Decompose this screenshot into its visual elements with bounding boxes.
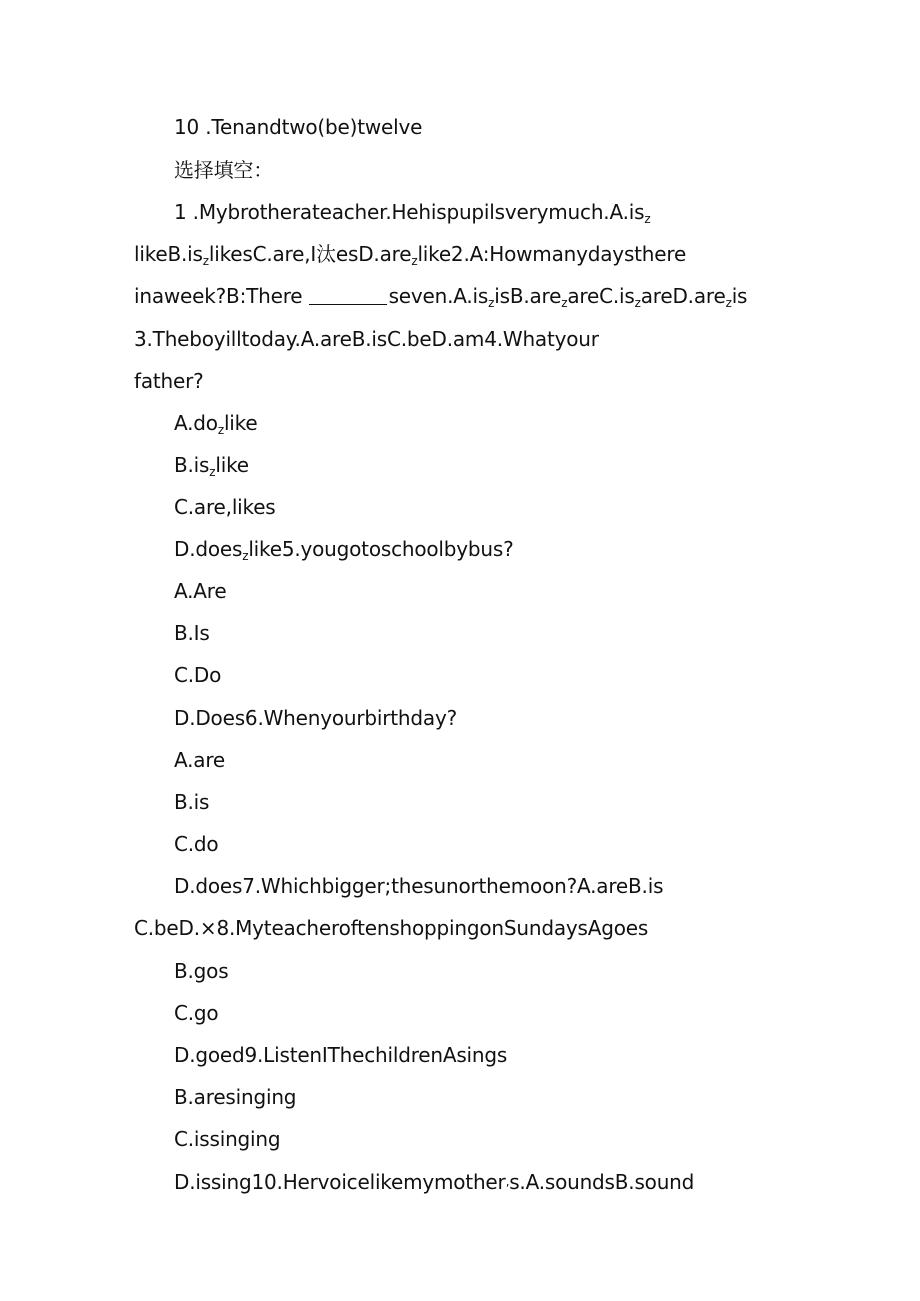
subscript: z — [644, 212, 651, 226]
text: C.do — [174, 832, 219, 856]
option-line — [174, 747, 225, 773]
text: like — [215, 453, 249, 477]
apostrophe-mark: ’ — [505, 1182, 510, 1196]
text: B.is — [174, 790, 210, 814]
text: is — [731, 284, 748, 308]
option-line — [174, 1169, 694, 1202]
text: 3.Theboyilltoday.A.areB.isC.beD.am4.Whatyour — [134, 327, 599, 351]
text: D.issing10.Hervoicelikemymother — [174, 1170, 506, 1194]
answer-blank — [309, 286, 387, 305]
subscript: z — [217, 423, 224, 437]
text: like5.yougotoschoolbybus? — [248, 537, 514, 561]
option-line — [174, 410, 257, 443]
text: like — [223, 411, 258, 435]
text: father? — [134, 369, 204, 393]
option-line — [174, 662, 221, 688]
text: B.aresinging — [174, 1085, 297, 1109]
text: likeB.is — [134, 242, 203, 266]
text: B.is — [174, 453, 210, 477]
text: A.are — [174, 748, 226, 772]
text: areC.is — [567, 284, 635, 308]
text: C.Do — [174, 663, 222, 687]
text: A.Are — [174, 579, 227, 603]
option-line — [174, 1084, 296, 1110]
option-line — [174, 831, 218, 857]
text: like2.A:Howmanydaysthere — [417, 242, 687, 266]
choice-q1-line — [174, 199, 650, 232]
subscript: z — [242, 549, 249, 563]
text: C.go — [174, 1001, 219, 1025]
option-line — [174, 452, 249, 485]
text: D.does7.Whichbigger;thesunorthemoon?A.areB.is — [174, 874, 664, 898]
subscript: z — [411, 254, 418, 268]
choice-q4-continuation — [134, 368, 204, 394]
text: 10 .Tenandtwo(be)twelve — [174, 115, 423, 139]
text: D.goed9.ListenIThechildrenAsings — [174, 1043, 508, 1067]
subscript: z — [202, 254, 209, 268]
option-line — [174, 705, 457, 731]
subscript: z — [488, 296, 495, 310]
text: s.A.soundsB.sound — [509, 1170, 695, 1194]
option-line — [174, 620, 210, 646]
question-10-line — [174, 114, 422, 140]
text: likesC.are,I汰esD.are — [208, 242, 412, 266]
choice-q1-continuation — [134, 241, 686, 274]
text: inaweek?B:There — [134, 284, 309, 308]
option-line — [174, 873, 663, 899]
section-heading — [174, 157, 273, 183]
text: D.does — [174, 537, 243, 561]
text: isB.are — [494, 284, 562, 308]
text: 选择填空： — [174, 158, 273, 182]
subscript: z — [725, 296, 732, 310]
option-line — [174, 789, 209, 815]
choice-q8-line — [134, 915, 648, 941]
text: B.gos — [174, 959, 229, 983]
option-line — [174, 1126, 280, 1152]
subscript: z — [209, 465, 216, 479]
text: B.Is — [174, 621, 210, 645]
text: areD.are — [640, 284, 726, 308]
option-line — [174, 578, 226, 604]
choice-q2-line — [134, 283, 747, 316]
option-line — [174, 494, 276, 520]
text: C.beD.×8.MyteacheroftenshoppingonSundaysAgoes — [134, 916, 649, 940]
subscript: z — [634, 296, 641, 310]
subscript: z — [561, 296, 568, 310]
text: C.are,likes — [174, 495, 276, 519]
option-line — [174, 536, 514, 569]
text: A.do — [174, 411, 218, 435]
option-line — [174, 958, 228, 984]
text: 1 .Mybrotherateacher.Hehispupilsverymuch.A.is — [174, 200, 645, 224]
option-line — [174, 1000, 218, 1026]
text: D.Does6.Whenyourbirthday? — [174, 706, 457, 730]
text: C.issinging — [174, 1127, 281, 1151]
option-line — [174, 1042, 507, 1068]
choice-q3-line — [134, 326, 599, 352]
text: seven.A.is — [388, 284, 489, 308]
